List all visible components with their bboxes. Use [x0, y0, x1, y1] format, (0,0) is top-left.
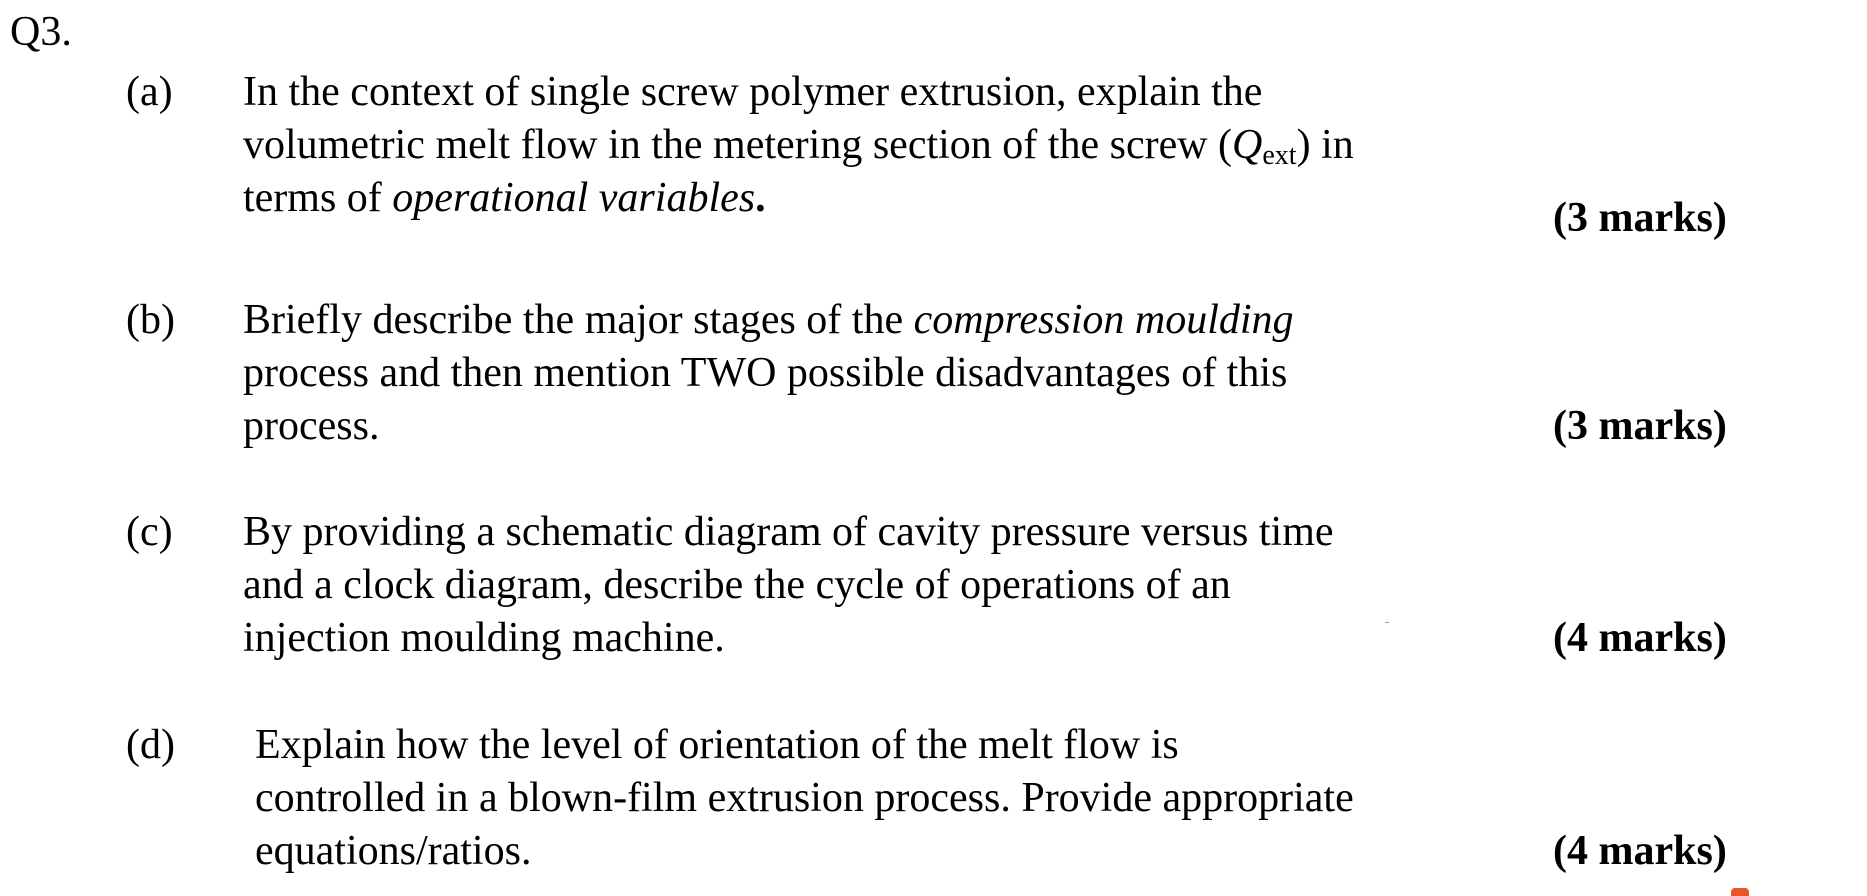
part-d-line-2: controlled in a blown-film extrusion process. Provide appropriate [255, 775, 1354, 821]
part-b-line-3: process. [243, 403, 380, 449]
part-a-line-3-text: terms of [243, 175, 393, 221]
part-d-line-1: Explain how the level of orientation of the melt flow is [255, 722, 1179, 768]
part-b-line-1-text: Briefly describe the major stages of the [243, 297, 914, 343]
part-a-italic-phrase: operational variables [392, 175, 756, 221]
part-b-line-1 [243, 294, 1493, 347]
part-text-d [255, 719, 1505, 878]
part-label-c: (c) [126, 509, 173, 555]
part-a-line-2-end: ) in [1296, 122, 1354, 168]
part-b-line-2: process and then mention TWO possible disadvantages of this [243, 350, 1288, 396]
part-text-a [243, 66, 1493, 225]
marks-b: (3 marks) [1553, 403, 1727, 449]
part-label-b: (b) [126, 297, 175, 343]
part-text-c [243, 506, 1493, 665]
part-a-line-1-text: In the context of single screw polymer extrusion, explain the [243, 69, 1263, 115]
watermark-logo-icon [1731, 888, 1749, 896]
scan-speck [1385, 622, 1389, 623]
marks-c: (4 marks) [1553, 615, 1727, 661]
q-ext-subscript: ext [1262, 140, 1297, 171]
part-a-end-punct: . [755, 175, 766, 221]
part-c-line-2: and a clock diagram, describe the cycle of operations of an [243, 562, 1231, 608]
q-ext-symbol: Q [1232, 122, 1263, 168]
marks-a: (3 marks) [1553, 195, 1727, 241]
part-a-line-3 [243, 172, 1493, 225]
part-c-line-1: By providing a schematic diagram of cavity pressure versus time [243, 509, 1334, 555]
part-a-line-2-text: volumetric melt flow in the metering section of the screw ( [243, 122, 1233, 168]
part-label-a: (a) [126, 69, 173, 115]
corner-watermark [1727, 884, 1867, 896]
question-number: Q3. [10, 9, 72, 55]
marks-d: (4 marks) [1553, 828, 1727, 874]
part-c-line-3: injection moulding machine. [243, 615, 725, 661]
part-a-line-2 [243, 119, 1493, 172]
part-text-b [243, 294, 1493, 453]
part-b-italic-phrase: compression moulding [913, 297, 1294, 343]
part-a-line-1 [243, 66, 1493, 119]
part-d-line-3: equations/ratios. [255, 828, 532, 874]
part-label-d: (d) [126, 722, 175, 768]
